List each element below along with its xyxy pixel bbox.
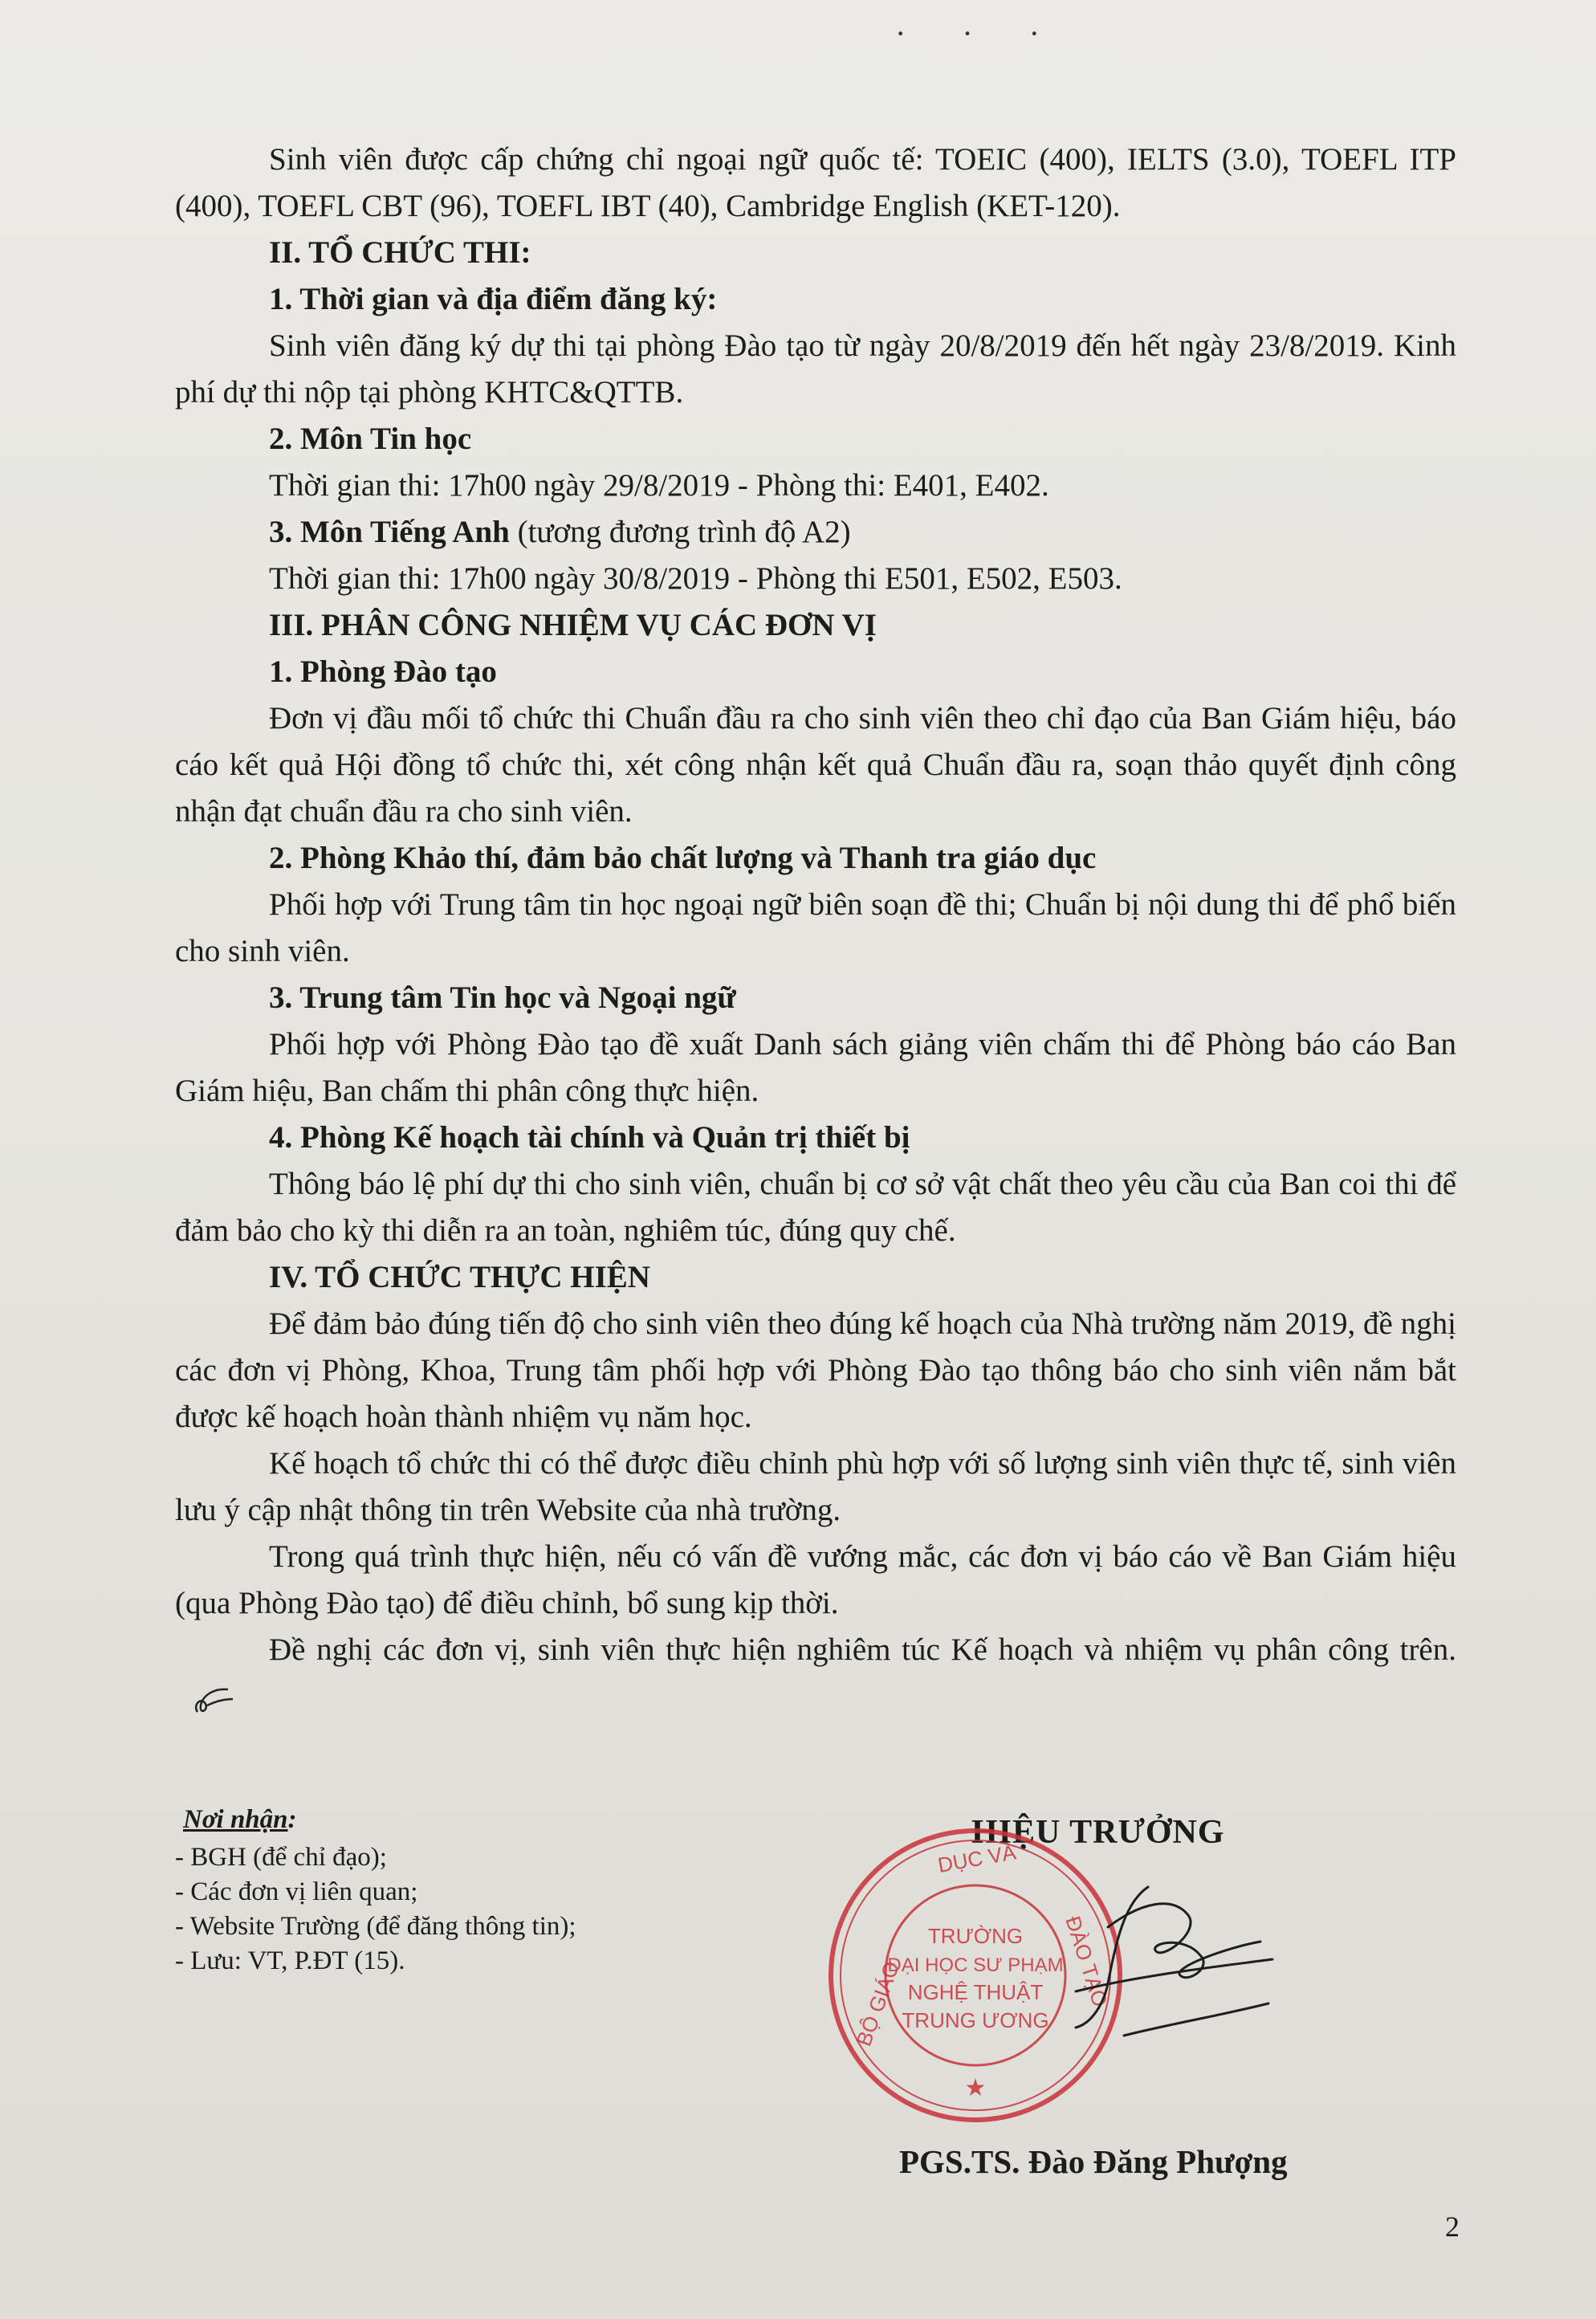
seal-ring-left: BỘ GIÁO (851, 1958, 905, 2050)
section-3-3-heading: 3. Trung tâm Tin học và Ngoại ngữ (269, 980, 736, 1015)
section-2-1-heading: 1. Thời gian và địa điểm đăng ký: (269, 282, 718, 316)
initial-mark (189, 1681, 238, 1717)
closing-request-text: Đề nghị các đơn vị, sinh viên thực hiện nghiêm túc Kế hoạch và nhiệm vụ phân công trên. (269, 1632, 1456, 1667)
signer-title: HIỆU TRƯỞNG (971, 1814, 1225, 1851)
recipients-title: Nơi nhận: (183, 1805, 297, 1834)
finance-office-paragraph: Thông báo lệ phí dự thi cho sinh viên, chuẩn bị cơ sở vật chất theo yêu cầu của Ban coi thi để đảm bảo cho kỳ thi diễn ra an toàn, nghiêm túc, đúng quy chế. (175, 1167, 1456, 1248)
seal-ring-top: DỤC VÀ (935, 1840, 1018, 1877)
handwritten-signature (1028, 1871, 1285, 2040)
english-level-note: (tương đương trình độ A2) (517, 515, 851, 549)
training-office-paragraph: Đơn vị đầu mối tổ chức thi Chuẩn đầu ra cho sinh viên theo chỉ đạo của Ban Giám hiệu, báo cáo kết quả Hội đồng tổ chức thi, xét công nhận kết quả Chuẩn đầu ra, soạn thảo quyết định công nhận đạt chuẩn đầu ra cho sinh viên. (175, 701, 1456, 829)
implementation-paragraph-2: Kế hoạch tổ chức thi có thể được điều chỉnh phù hợp với số lượng sinh viên thực tế, sinh viên lưu ý cập nhật thông tin trên Website của nhà trường. (175, 1446, 1456, 1527)
signer-name: PGS.TS. Đào Đăng Phượng (899, 2143, 1288, 2180)
english-subject-label: 3. Môn Tiếng Anh (269, 515, 510, 549)
implementation-paragraph-4 (175, 1627, 1456, 1720)
it-language-center-paragraph: Phối hợp với Phòng Đào tạo đề xuất Danh sách giảng viên chấm thi để Phòng báo cáo Ban Giám hiệu, Ban chấm thi phân công thực hiện. (175, 1027, 1456, 1108)
section-3-heading: III. PHÂN CÔNG NHIỆM VỤ CÁC ĐƠN VỊ (269, 608, 877, 642)
section-2-2-heading: 2. Môn Tin học (269, 422, 472, 456)
testing-office-paragraph: Phối hợp với Trung tâm tin học ngoại ngữ biên soạn đề thi; Chuẩn bị nội dung thi để phổ biến cho sinh viên. (175, 887, 1456, 968)
section-3-4-heading: 4. Phòng Kế hoạch tài chính và Quản trị thiết bị (269, 1120, 910, 1155)
recipient-item: - BGH (để chỉ đạo); (175, 1843, 387, 1872)
recipient-item: - Các đơn vị liên quan; (175, 1877, 418, 1906)
seal-line-2: ĐẠI HỌC SƯ PHẠM (887, 1954, 1064, 1976)
implementation-paragraph-1: Để đảm bảo đúng tiến độ cho sinh viên theo đúng kế hoạch của Nhà trường năm 2019, đề nghị các đơn vị Phòng, Khoa, Trung tâm phối hợp với Phòng Đào tạo thông báo cho sinh viên nắm bắt được kế hoạch hoàn thành nhiệm vụ năm học. (175, 1306, 1456, 1434)
registration-paragraph: Sinh viên đăng ký dự thi tại phòng Đào tạo từ ngày 20/8/2019 đến hết ngày 23/8/2019. Kinh phí dự thi nộp tại phòng KHTC&QTTB. (175, 328, 1456, 410)
certificate-paragraph: Sinh viên được cấp chứng chỉ ngoại ngữ quốc tế: TOEIC (400), IELTS (3.0), TOEFL ITP (400), TOEFL CBT (96), TOEFL IBT (40), Cambridge English (KET-120). (175, 142, 1456, 223)
section-4-heading: IV. TỔ CHỨC THỰC HIỆN (269, 1260, 650, 1294)
implementation-paragraph-3: Trong quá trình thực hiện, nếu có vấn đề vướng mắc, các đơn vị báo cáo về Ban Giám hiệu (qua Phòng Đào tạo) để điều chỉnh, bổ sung kịp thời. (175, 1539, 1456, 1620)
recipients-block (175, 1803, 737, 1979)
top-marks: · · · (895, 15, 1064, 51)
seal-ring-right: ĐÀO TẠO (1061, 1913, 1113, 2010)
recipient-item: - Website Trường (để đăng thông tin); (175, 1912, 576, 1941)
seal-line-3: NGHỆ THUẬT (907, 1980, 1044, 2004)
it-exam-time: Thời gian thi: 17h00 ngày 29/8/2019 - Phòng thi: E401, E402. (269, 468, 1049, 503)
section-3-2-heading: 2. Phòng Khảo thí, đảm bảo chất lượng và Thanh tra giáo dục (269, 841, 1097, 875)
seal-star-icon: ★ (964, 2075, 987, 2101)
recipient-item: - Lưu: VT, P.ĐT (15). (175, 1946, 405, 1975)
seal-line-4: TRUNG ƯƠNG (902, 2008, 1049, 2032)
english-exam-time: Thời gian thi: 17h00 ngày 30/8/2019 - Phòng thi E501, E502, E503. (269, 561, 1122, 596)
page-number: 2 (1445, 2211, 1460, 2243)
section-2-heading: II. TỔ CHỨC THI: (269, 235, 531, 270)
document-body (175, 137, 1456, 1720)
section-3-1-heading: 1. Phòng Đào tạo (269, 654, 497, 689)
section-2-3-heading (175, 509, 1456, 556)
seal-line-1: TRƯỜNG (927, 1924, 1024, 1948)
